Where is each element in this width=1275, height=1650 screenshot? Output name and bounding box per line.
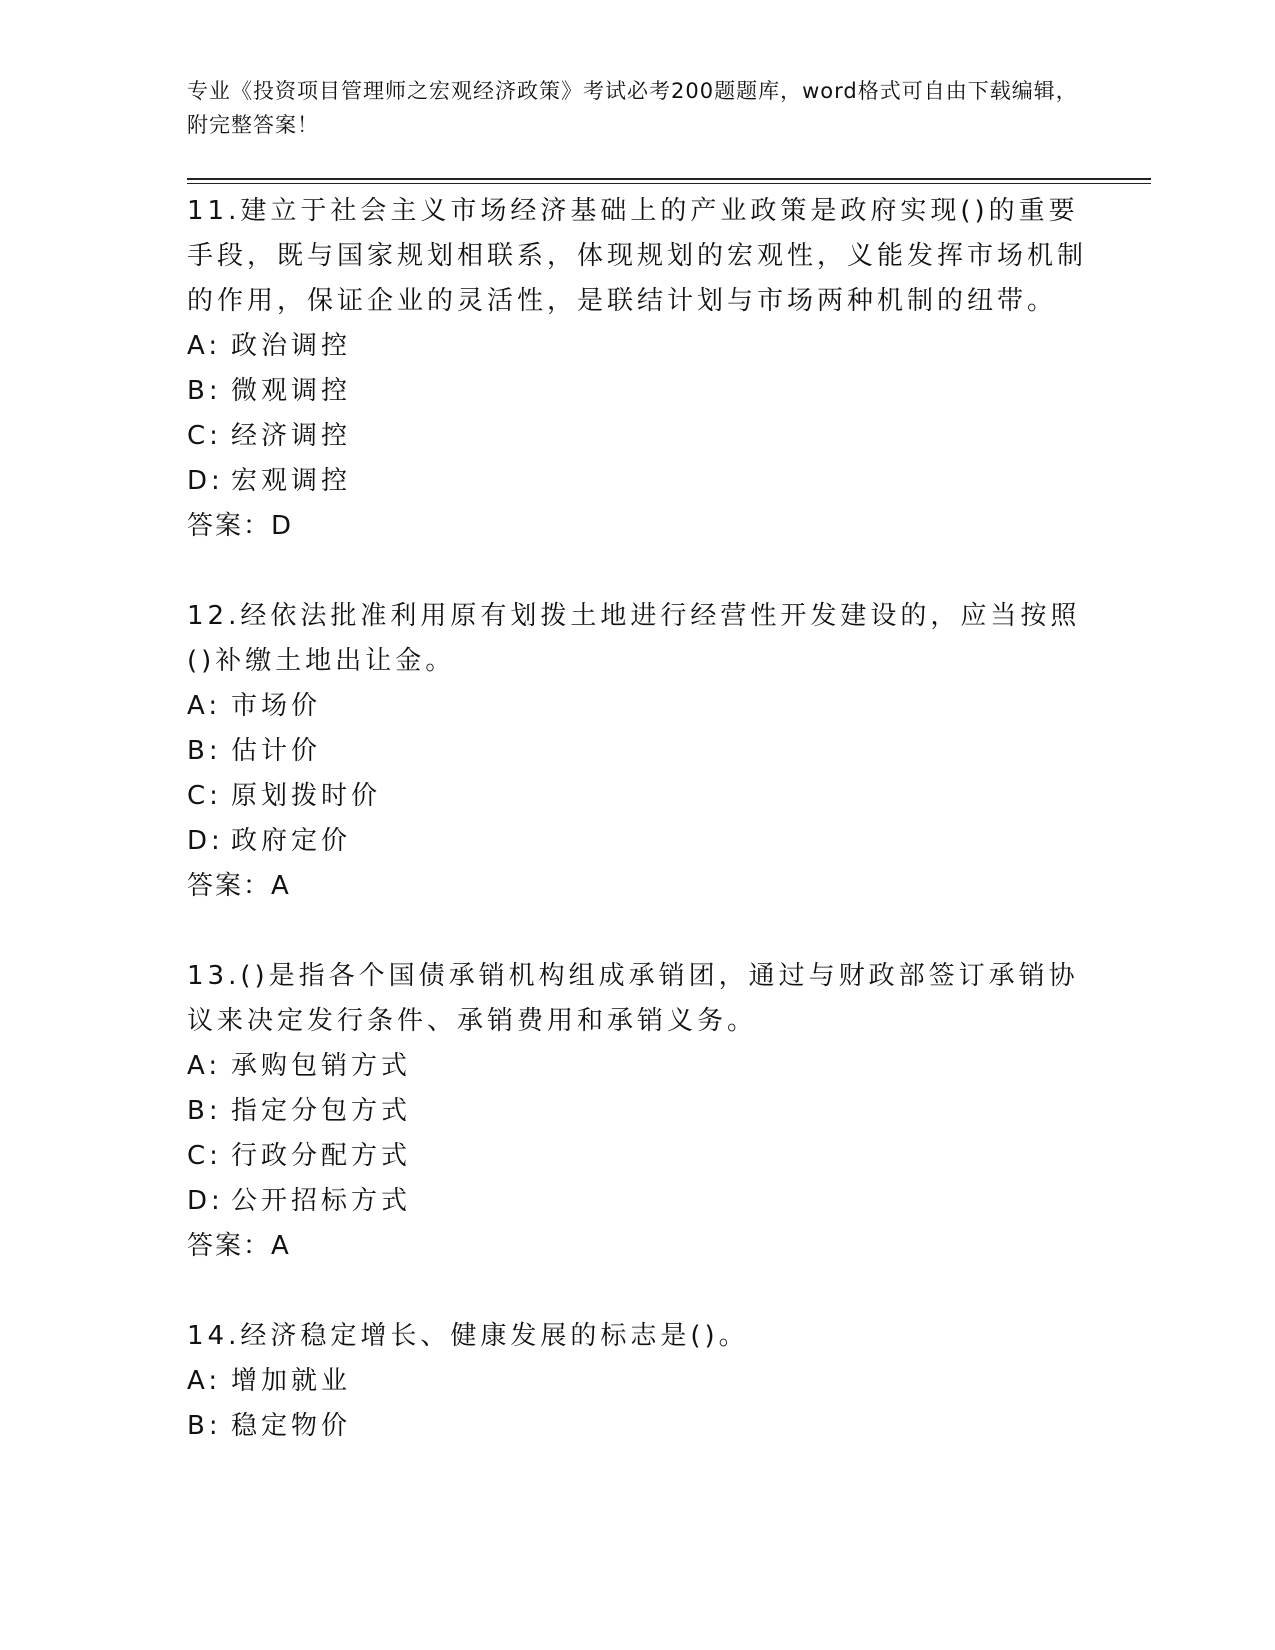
option-text: 微观调控 bbox=[231, 376, 352, 406]
option-b bbox=[187, 729, 1087, 774]
option-b bbox=[187, 369, 1087, 414]
option-a bbox=[187, 1359, 1087, 1404]
option-d bbox=[187, 1179, 1087, 1224]
option-letter: A: bbox=[187, 691, 222, 721]
header-divider bbox=[187, 178, 1151, 180]
option-text: 政府定价 bbox=[231, 826, 352, 856]
option-a bbox=[187, 684, 1087, 729]
question-item bbox=[187, 1314, 1087, 1449]
header-divider-thin bbox=[187, 183, 1151, 184]
option-c bbox=[187, 1134, 1087, 1179]
question-stem: 12.经依法批准利用原有划拨土地进行经营性开发建设的，应当按照()补缴土地出让金。 bbox=[187, 601, 1081, 676]
answer-line: 答案：A bbox=[187, 871, 291, 901]
option-letter: D: bbox=[187, 826, 224, 856]
option-letter: A: bbox=[187, 1051, 222, 1081]
question-stem: 13.()是指各个国债承销机构组成承销团，通过与财政部签订承销协议来决定发行条件、承销费用和承销义务。 bbox=[187, 961, 1079, 1036]
option-d bbox=[187, 819, 1087, 864]
option-text: 原划拨时价 bbox=[231, 781, 382, 811]
option-text: 估计价 bbox=[231, 736, 322, 766]
option-text: 政治调控 bbox=[231, 331, 352, 361]
option-text: 稳定物价 bbox=[231, 1411, 352, 1441]
question-list bbox=[187, 189, 1087, 1494]
option-letter: B: bbox=[187, 736, 222, 766]
question-stem: 14.经济稳定增长、健康发展的标志是()。 bbox=[187, 1321, 749, 1351]
option-letter: B: bbox=[187, 1411, 222, 1441]
option-letter: C: bbox=[187, 781, 222, 811]
option-letter: C: bbox=[187, 421, 222, 451]
option-text: 行政分配方式 bbox=[231, 1141, 412, 1171]
option-a bbox=[187, 1044, 1087, 1089]
option-text: 指定分包方式 bbox=[231, 1096, 412, 1126]
option-letter: A: bbox=[187, 331, 222, 361]
option-letter: A: bbox=[187, 1366, 222, 1396]
answer-line: 答案：A bbox=[187, 1231, 291, 1261]
option-letter: D: bbox=[187, 1186, 224, 1216]
answer-line: 答案：D bbox=[187, 511, 294, 541]
option-text: 经济调控 bbox=[231, 421, 352, 451]
document-header: 专业《投资项目管理师之宏观经济政策》考试必考200题题库，word格式可自由下载编辑，附完整答案！ bbox=[187, 79, 1078, 137]
option-letter: B: bbox=[187, 376, 222, 406]
option-text: 承购包销方式 bbox=[231, 1051, 412, 1081]
option-c bbox=[187, 414, 1087, 459]
question-item bbox=[187, 594, 1087, 909]
option-text: 增加就业 bbox=[231, 1366, 352, 1396]
option-letter: C: bbox=[187, 1141, 222, 1171]
question-item bbox=[187, 189, 1087, 549]
option-text: 公开招标方式 bbox=[231, 1186, 412, 1216]
option-b bbox=[187, 1404, 1087, 1449]
option-text: 宏观调控 bbox=[231, 466, 352, 496]
option-a bbox=[187, 324, 1087, 369]
option-letter: B: bbox=[187, 1096, 222, 1126]
question-item bbox=[187, 954, 1087, 1269]
option-d bbox=[187, 459, 1087, 504]
option-b bbox=[187, 1089, 1087, 1134]
option-c bbox=[187, 774, 1087, 819]
option-text: 市场价 bbox=[231, 691, 322, 721]
option-letter: D: bbox=[187, 466, 224, 496]
question-stem: 11.建立于社会主义市场经济基础上的产业政策是政府实现()的重要手段，既与国家规划相联系，体现规划的宏观性，义能发挥市场机制的作用，保证企业的灵活性，是联结计划与市场两种机制的纽带。 bbox=[187, 196, 1088, 316]
